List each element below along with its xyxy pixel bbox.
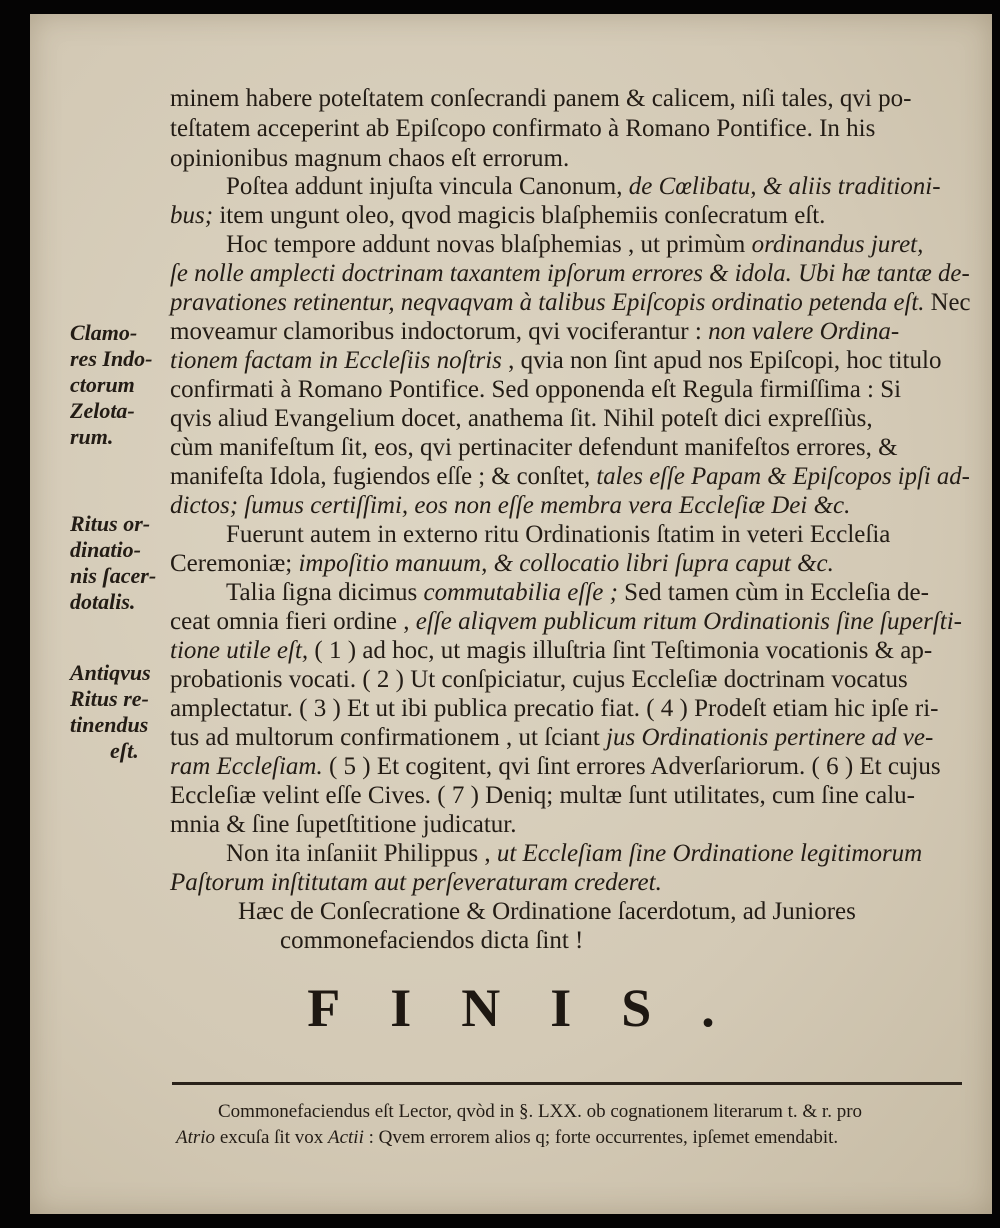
text-line-15: dictos; ſumus certiſſimi, eos non eſſe membra vera Eccleſiæ Dei &c. bbox=[170, 492, 851, 519]
finis-heading: FINIS. bbox=[307, 978, 765, 1038]
text-line-29: Hæc de Conſecratione & Ordinatione ſacerdotum, ad Juniores bbox=[238, 898, 856, 925]
text-line-26: mnia & ſine ſupetſtitione judicatur. bbox=[170, 811, 517, 838]
text-line-5: bus; item ungunt oleo, qvod magicis blaſphemiis conſecratum eſt. bbox=[170, 202, 826, 229]
book-page bbox=[30, 14, 992, 1214]
text-line-9: moveamur clamoribus indoctorum, qvi vociferantur : non valere Ordina- bbox=[170, 318, 900, 345]
text-line-1: minem habere poteſtatem conſecrandi panem & calicem, niſi tales, qvi po- bbox=[170, 85, 912, 112]
footnote-line-1: Commonefaciendus eſt Lector, qvòd in §. LXX. ob cognationem literarum t. & r. pro bbox=[218, 1101, 863, 1122]
text-line-6: Hoc tempore addunt novas blaſphemias , ut primùm ordinandus juret, bbox=[226, 231, 924, 258]
text-line-22: amplectatur. ( 3 ) Et ut ibi publica precatio fiat. ( 4 ) Prodeſt etiam hic ipſe ri- bbox=[170, 695, 939, 722]
marginal-note-clamores: Clamo- res Indo- ctorum Zelota- rum. bbox=[70, 320, 153, 449]
text-line-11: confirmati à Romano Pontifice. Sed opponenda eſt Regula firmiſſima : Si bbox=[170, 376, 902, 403]
text-line-17: Ceremoniæ; impoſitio manuum, & collocatio libri ſupra caput &c. bbox=[170, 550, 834, 577]
text-line-27: Non ita inſaniit Philippus , ut Eccleſiam ſine Ordinatione legitimorum bbox=[226, 840, 923, 867]
text-line-18: Talia ſigna dicimus commutabilia eſſe ; Sed tamen cùm in Eccleſia de- bbox=[226, 579, 929, 606]
text-line-19: ceat omnia fieri ordine , eſſe aliqvem publicum ritum Ordinationis ſine ſuperſti- bbox=[170, 608, 962, 635]
text-line-25: Eccleſiæ velint eſſe Cives. ( 7 ) Deniq; multæ ſunt utilitates, cum ſine calu- bbox=[170, 782, 915, 809]
text-line-7: ſe nolle amplecti doctrinam taxantem ipſorum errores & idola. Ubi hæ tantæ de- bbox=[170, 260, 970, 287]
text-line-21: probationis vocati. ( 2 ) Ut conſpiciatur, cujus Eccleſiæ doctrinam vocatus bbox=[170, 666, 908, 693]
marginal-note-ritus: Ritus or- dinatio- nis ſacer- dotalis. bbox=[70, 511, 157, 614]
text-line-4: Poſtea addunt injuſta vincula Canonum, de Cœlibatu, & aliis traditioni- bbox=[226, 173, 941, 200]
footnote-line-2: Atrio excuſa ſit vox Actii : Qvem errorem alios q; forte occurrentes, ipſemet emendabit. bbox=[176, 1127, 839, 1148]
text-line-28: Paſtorum inſtitutam aut perſeveraturam crederet. bbox=[170, 869, 662, 896]
text-line-10: tionem factam in Eccleſiis noſtris , qvia non ſint apud nos Epiſcopi, hoc titulo bbox=[170, 347, 942, 374]
text-line-20: tione utile eſt, ( 1 ) ad hoc, ut magis illuſtria ſint Teſtimonia vocationis & ap- bbox=[170, 637, 933, 664]
text-line-12: qvis aliud Evangelium docet, anathema ſit. Nihil poteſt dici expreſſiùs, bbox=[170, 405, 873, 432]
footnote-rule bbox=[172, 1082, 962, 1085]
text-line-2: teſtatem acceperint ab Epiſcopo confirmato à Romano Pontifice. In his bbox=[170, 115, 876, 142]
text-line-30: commonefaciendos dicta ſint ! bbox=[280, 927, 584, 954]
marginal-note-antiqvus: Antiqvus Ritus re- tinendus eſt. bbox=[70, 660, 151, 763]
text-line-24: ram Eccleſiam. ( 5 ) Et cogitent, qvi ſint errores Adverſariorum. ( 6 ) Et cujus bbox=[170, 753, 941, 780]
text-line-3: opinionibus magnum chaos eſt errorum. bbox=[170, 145, 570, 172]
text-line-13: cùm manifeſtum ſit, eos, qvi pertinaciter defendunt manifeſtos errores, & bbox=[170, 434, 898, 461]
text-line-14: manifeſta Idola, fugiendos eſſe ; & conſtet, tales eſſe Papam & Epiſcopos ipſi ad- bbox=[170, 463, 970, 490]
text-line-8: pravationes retinentur, neqvaqvam à talibus Epiſcopis ordinatio petenda eſt. Nec bbox=[170, 289, 971, 316]
text-line-16: Fuerunt autem in externo ritu Ordinationis ſtatim in veteri Eccleſia bbox=[226, 521, 891, 548]
text-line-23: tus ad multorum confirmationem , ut ſciant jus Ordinationis pertinere ad ve- bbox=[170, 724, 934, 751]
